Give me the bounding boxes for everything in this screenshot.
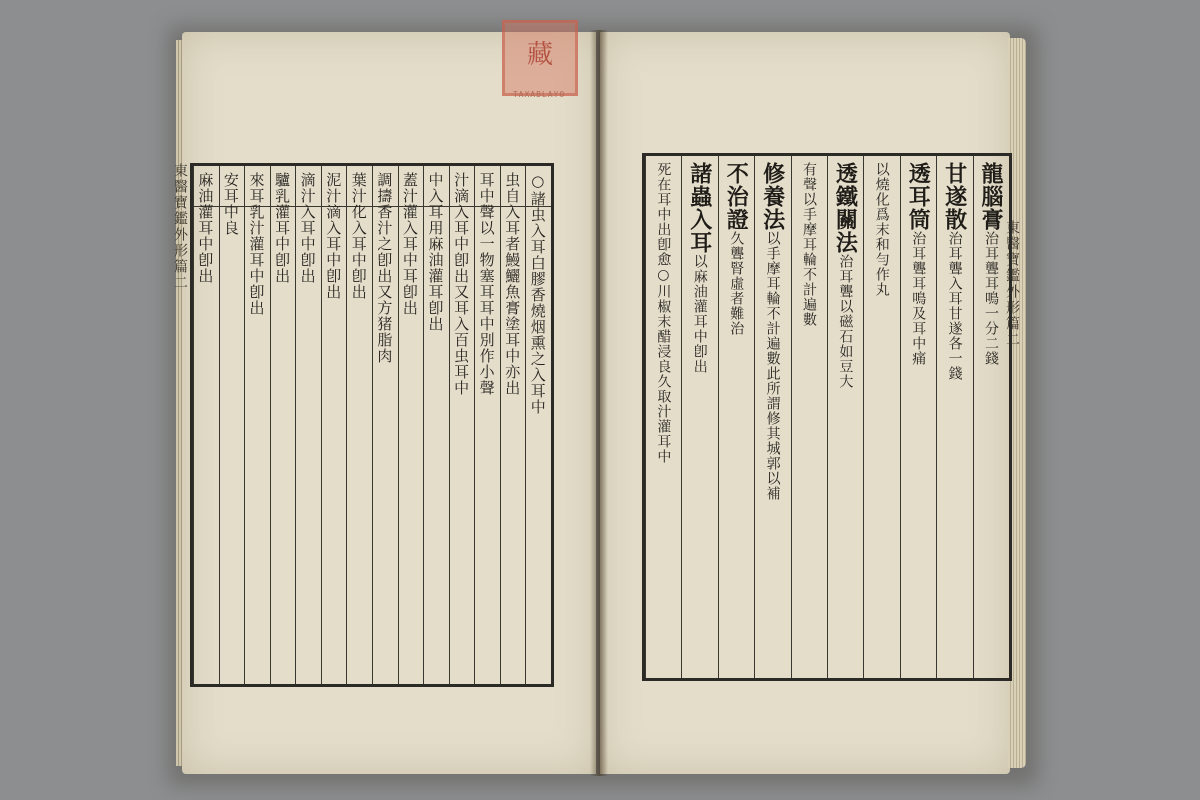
right-text-column — [865, 162, 897, 670]
left-text-column: 中入耳用麻油灌耳卽出 — [426, 172, 445, 332]
prescription-text: 治耳聾耳鳴及耳中痛 — [910, 231, 927, 366]
left-margin-title: 東醫寶鑑外形篇二 — [172, 163, 188, 291]
left-text-column: 來耳乳汁灌耳中卽出 — [247, 172, 266, 316]
left-text-column: 葉汁化入耳中卽出 — [349, 172, 368, 300]
prescription-text: 以手摩耳輪不計遍數此所謂修其城郭以補 — [764, 231, 781, 501]
right-text-column — [647, 162, 679, 670]
right-text-column — [975, 162, 1007, 670]
right-text-column — [938, 162, 970, 670]
column-rule — [936, 156, 937, 678]
right-text-column — [902, 162, 934, 670]
left-text-column: 蓋汁灌入耳中耳卽出 — [400, 172, 419, 316]
column-rule — [973, 156, 974, 678]
prescription-text: 久聾腎虛者難治 — [728, 231, 745, 336]
prescription-heading: 不治證 — [723, 162, 750, 231]
left-text-column: 調擣香汁之卽出又方猪脂肉 — [375, 172, 394, 364]
prescription-heading: 修養法 — [759, 162, 786, 231]
column-rule — [718, 156, 719, 678]
column-rule — [863, 156, 864, 678]
right-text-column — [829, 162, 861, 670]
left-text-column: 耳中聲以一物塞耳耳中別作小聲 — [477, 172, 496, 396]
right-text-block — [642, 153, 1012, 681]
right-text-column — [793, 162, 825, 670]
prescription-text: 治耳聾以磁石如豆大 — [837, 254, 854, 389]
prescription-heading: 龍腦膏 — [977, 162, 1004, 231]
library-seal: 藏 — [502, 20, 578, 96]
prescription-heading: 諸蟲入耳 — [686, 162, 713, 254]
left-text-column: 麻油灌耳中卽出 — [196, 172, 215, 284]
prescription-text: 以燒化爲末和勻作丸 — [873, 162, 890, 297]
prescription-text: 有聲以手摩耳輪不計遍數 — [800, 162, 817, 327]
left-text-column: 安耳中良 — [221, 172, 240, 236]
right-margin-title: 東醫寶鑑外形篇二 — [1004, 220, 1020, 348]
prescription-text: 死在耳中出卽愈○川椒末醋浸良久取汁灌耳中 — [655, 162, 672, 464]
book-gutter — [590, 30, 608, 776]
prescription-heading: 透鐵關法 — [832, 162, 859, 254]
prescription-text: 治耳聾入耳甘遂各一錢 — [946, 231, 963, 381]
column-rule — [681, 156, 682, 678]
left-text-column: 虫自入耳者鰻鱺魚膏塗耳中亦出 — [503, 172, 522, 396]
prescription-text: 治耳聾耳鳴一分二錢 — [982, 231, 999, 366]
left-text-column: ○諸虫入耳白膠香燒烟熏之入耳中 — [528, 172, 547, 415]
prescription-heading: 透耳筒 — [905, 162, 932, 231]
left-text-column: 汁滴入耳中卽出又耳入百虫耳中 — [452, 172, 471, 396]
right-text-column — [720, 162, 752, 670]
column-rule — [645, 156, 646, 678]
left-text-block — [190, 163, 554, 687]
column-rule — [754, 156, 755, 678]
left-text-column: 泥汁滴入耳中卽出 — [324, 172, 343, 300]
left-text-column: 驢乳灌耳中卽出 — [273, 172, 292, 284]
left-text-column: 滴汁入耳中卽出 — [298, 172, 317, 284]
seal-caption: TAXABLAYO — [512, 90, 566, 99]
column-rule — [900, 156, 901, 678]
prescription-text: 以麻油灌耳中卽出 — [691, 254, 708, 374]
right-text-column — [683, 162, 715, 670]
right-text-column — [756, 162, 788, 670]
column-rule — [827, 156, 828, 678]
column-rule — [791, 156, 792, 678]
prescription-heading: 甘遂散 — [941, 162, 968, 231]
